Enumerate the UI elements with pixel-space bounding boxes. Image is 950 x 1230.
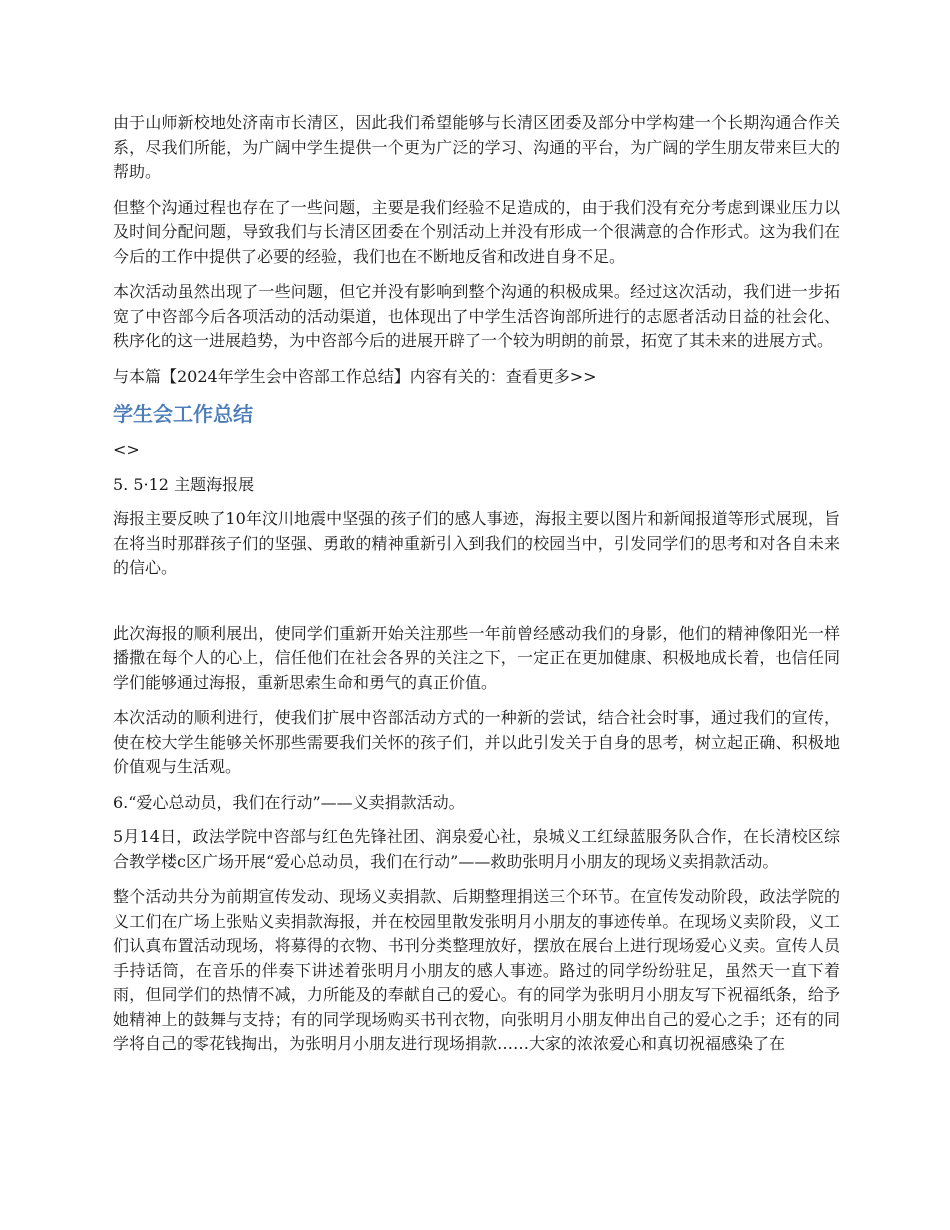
related-link[interactable]: 与本篇【2024年学生会中咨部工作总结】内容有关的：查看更多>> [113,366,597,386]
paragraph-results: 本次活动虽然出现了一些问题，但它并没有影响到整个沟通的积极成果。经过这次活动，我们进一步拓宽了中咨部今后各项活动的活动渠道，也体现出了中学生活咨询部所进行的志愿者活动日益的社会化、秩序化的这一进展趋势，为中咨部今后的进展开辟了一个较为明朗的前景，拓宽了其未来的进展方式。 [113,282,840,350]
item6-title: 6.“爱心总动员，我们在行动”——义卖捐款活动。 [113,792,465,812]
item5-paragraph-1: 海报主要反映了10年汶川地震中坚强的孩子们的感人事迹，海报主要以图片和新闻报道等形式展现，旨在将当时那群孩子们的坚强、勇敢的精神重新引入到我们的校园当中，引发同学们的思考和对各自未来的信心。 [113,509,840,577]
angle-brackets-text: <> [113,440,140,459]
paragraph-problems: 但整个沟通过程也存在了一些问题，主要是我们经验不足造成的，由于我们没有充分考虑到课业压力以及时间分配问题，导致我们与长清区团委在个别活动上并没有形成一个很满意的合作形式。这为我们在今后的工作中提供了必要的经验，我们也在不断地反省和改进自身不足。 [113,197,840,266]
blank-space [113,592,840,622]
item5-title: 5. 5·12 主题海报展 [113,474,255,494]
paragraph-intro: 由于山师新校地处济南市长清区，因此我们希望能够与长清区团委及部分中学构建一个长期沟通合作关系，尽我们所能，为广阔中学生提供一个更为广泛的学习、沟通的平台，为广阔的学生朋友带来巨大的帮助。 [113,113,840,181]
item5-paragraph-2: 此次海报的顺利展出，使同学们重新开始关注那些一年前曾经感动我们的身影，他们的精神像阳光一样播撒在每个人的心上，信任他们在社会各界的关注之下，一定正在更加健康、积极地成长着，也信任同学们能够通过海报，重新思索生命和勇气的真正价值。 [113,623,840,692]
item6-paragraph-1: 5月14日，政法学院中咨部与红色先锋社团、润泉爱心社，泉城义工红绿蓝服务队合作，在长清校区综合教学楼c区广场开展“爱心总动员，我们在行动”——救助张明月小朋友的现场义卖捐款活动。 [113,827,840,871]
document-body [113,111,840,1068]
section-heading: 学生会工作总结 [113,402,253,426]
item6-paragraph-2: 整个活动共分为前期宣传发动、现场义卖捐款、后期整理捐送三个环节。在宣传发动阶段，政法学院的义工们在广场上张贴义卖捐款海报，并在校园里散发张明月小朋友的事迹传单。在现场义卖阶段，义工们认真布置活动现场，将募得的衣物、书刊分类整理放好，摆放在展台上进行现场爱心义卖。宣传人员手持话筒，在音乐的伴奏下讲述着张明月小朋友的感人事迹。路过的同学纷纷驻足，虽然天一直下着雨，但同学们的热情不减，力所能及的奉献自己的爱心。有的同学为张明月小朋友写下祝福纸条，给予她精神上的鼓舞与支持；有的同学现场购买书刊衣物，向张明月小朋友伸出自己的爱心之手；还有的同学将自己的零花钱掏出，为张明月小朋友进行现场捐款……大家的浓浓爱心和真切祝福感染了在 [113,887,840,1053]
item5-paragraph-3: 本次活动的顺利进行，使我们扩展中咨部活动方式的一种新的尝试，结合社会时事，通过我们的宣传，使在校大学生能够关怀那些需要我们关怀的孩子们，并以此引发关于自身的思考，树立起正确、积极地价值观与生活观。 [113,708,840,776]
